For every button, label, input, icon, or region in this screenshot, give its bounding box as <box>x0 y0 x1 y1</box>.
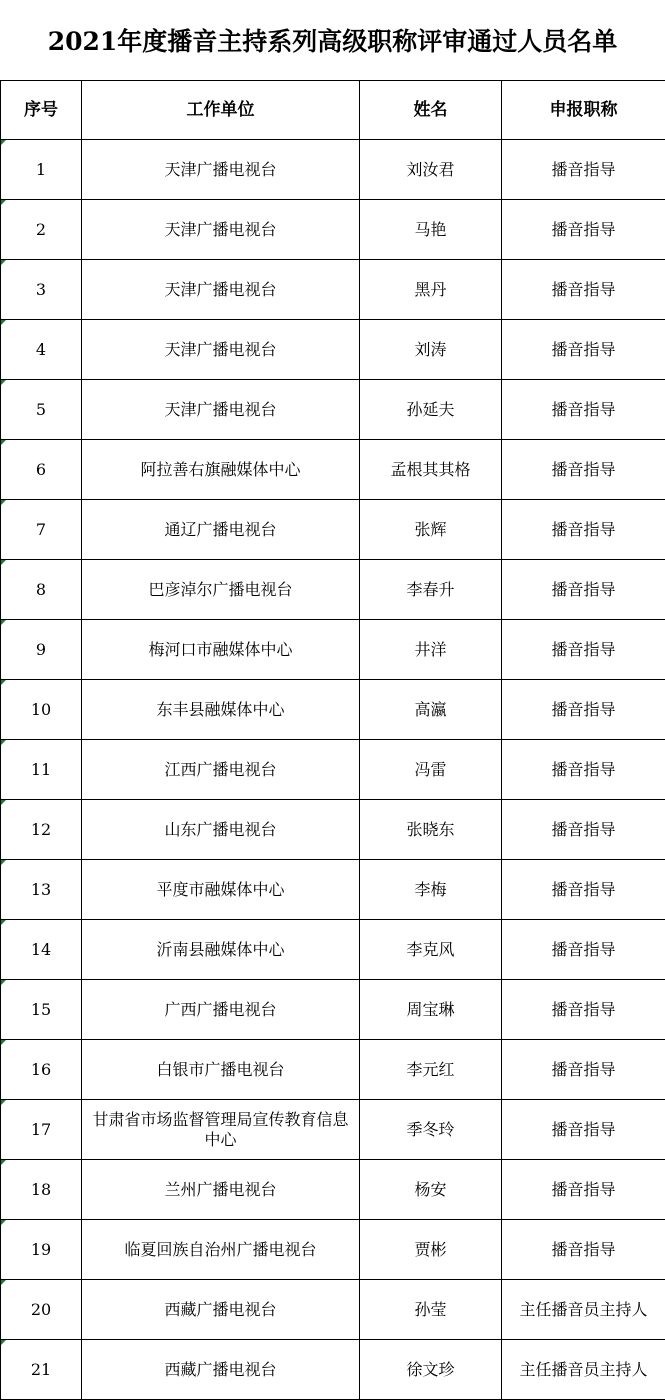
cell-name: 杨安 <box>360 1160 502 1220</box>
table-row <box>1 260 665 320</box>
table-row <box>1 860 665 920</box>
cell-name: 高瀛 <box>360 680 502 740</box>
cell-unit: 天津广播电视台 <box>82 380 360 440</box>
cell-name: 张辉 <box>360 500 502 560</box>
table-row <box>1 920 665 980</box>
cell-title: 主任播音员主持人 <box>502 1340 665 1400</box>
cell-unit: 东丰县融媒体中心 <box>82 680 360 740</box>
cell-name: 徐文珍 <box>360 1340 502 1400</box>
header-title: 申报职称 <box>502 81 665 140</box>
table-row <box>1 200 665 260</box>
cell-unit: 山东广播电视台 <box>82 800 360 860</box>
cell-name: 季冬玲 <box>360 1100 502 1160</box>
cell-title: 播音指导 <box>502 920 665 980</box>
table-row <box>1 980 665 1040</box>
cell-number: 7 <box>1 500 82 560</box>
cell-title: 播音指导 <box>502 620 665 680</box>
cell-number: 17 <box>1 1100 82 1160</box>
personnel-table <box>0 80 665 1400</box>
cell-unit: 平度市融媒体中心 <box>82 860 360 920</box>
cell-unit: 巴彦淖尔广播电视台 <box>82 560 360 620</box>
cell-name: 孙延夫 <box>360 380 502 440</box>
cell-number: 21 <box>1 1340 82 1400</box>
cell-number: 1 <box>1 140 82 200</box>
cell-number: 8 <box>1 560 82 620</box>
table-row <box>1 320 665 380</box>
cell-name: 马艳 <box>360 200 502 260</box>
table-row <box>1 680 665 740</box>
cell-name: 孟根其其格 <box>360 440 502 500</box>
cell-unit: 天津广播电视台 <box>82 260 360 320</box>
cell-number: 13 <box>1 860 82 920</box>
cell-number: 6 <box>1 440 82 500</box>
cell-name: 张晓东 <box>360 800 502 860</box>
cell-name: 刘汝君 <box>360 140 502 200</box>
table-row <box>1 500 665 560</box>
cell-number: 12 <box>1 800 82 860</box>
cell-unit: 沂南县融媒体中心 <box>82 920 360 980</box>
cell-name: 李元红 <box>360 1040 502 1100</box>
table-row <box>1 740 665 800</box>
cell-unit: 江西广播电视台 <box>82 740 360 800</box>
cell-unit: 甘肃省市场监督管理局宣传教育信息中心 <box>82 1100 360 1160</box>
cell-number: 10 <box>1 680 82 740</box>
cell-title: 播音指导 <box>502 320 665 380</box>
cell-name: 刘涛 <box>360 320 502 380</box>
cell-unit: 天津广播电视台 <box>82 140 360 200</box>
table-row <box>1 560 665 620</box>
table-row <box>1 140 665 200</box>
table-header-row <box>1 81 665 140</box>
header-unit: 工作单位 <box>82 81 360 140</box>
cell-unit: 兰州广播电视台 <box>82 1160 360 1220</box>
cell-number: 20 <box>1 1280 82 1340</box>
table-row <box>1 1040 665 1100</box>
cell-title: 播音指导 <box>502 380 665 440</box>
cell-title: 播音指导 <box>502 860 665 920</box>
cell-title: 主任播音员主持人 <box>502 1280 665 1340</box>
cell-name: 冯雷 <box>360 740 502 800</box>
cell-unit: 西藏广播电视台 <box>82 1280 360 1340</box>
cell-unit: 临夏回族自治州广播电视台 <box>82 1220 360 1280</box>
cell-title: 播音指导 <box>502 200 665 260</box>
cell-number: 2 <box>1 200 82 260</box>
table-row <box>1 800 665 860</box>
table-row <box>1 1160 665 1220</box>
header-number: 序号 <box>1 81 82 140</box>
cell-title: 播音指导 <box>502 500 665 560</box>
table-row <box>1 1220 665 1280</box>
cell-title: 播音指导 <box>502 980 665 1040</box>
cell-unit: 白银市广播电视台 <box>82 1040 360 1100</box>
cell-title: 播音指导 <box>502 740 665 800</box>
cell-number: 18 <box>1 1160 82 1220</box>
cell-title: 播音指导 <box>502 560 665 620</box>
table-row <box>1 1280 665 1340</box>
cell-title: 播音指导 <box>502 440 665 500</box>
cell-title: 播音指导 <box>502 1100 665 1160</box>
header-name: 姓名 <box>360 81 502 140</box>
cell-name: 贾彬 <box>360 1220 502 1280</box>
cell-number: 15 <box>1 980 82 1040</box>
cell-name: 李克风 <box>360 920 502 980</box>
table-row <box>1 1340 665 1400</box>
cell-number: 4 <box>1 320 82 380</box>
cell-title: 播音指导 <box>502 1040 665 1100</box>
cell-title: 播音指导 <box>502 1220 665 1280</box>
cell-unit: 天津广播电视台 <box>82 200 360 260</box>
cell-title: 播音指导 <box>502 800 665 860</box>
cell-number: 9 <box>1 620 82 680</box>
cell-number: 19 <box>1 1220 82 1280</box>
table-row <box>1 620 665 680</box>
cell-number: 16 <box>1 1040 82 1100</box>
cell-title: 播音指导 <box>502 260 665 320</box>
cell-number: 5 <box>1 380 82 440</box>
cell-unit: 梅河口市融媒体中心 <box>82 620 360 680</box>
document-title: 2021年度播音主持系列高级职称评审通过人员名单 <box>0 0 665 80</box>
cell-title: 播音指导 <box>502 680 665 740</box>
cell-unit: 通辽广播电视台 <box>82 500 360 560</box>
cell-unit: 天津广播电视台 <box>82 320 360 380</box>
cell-name: 黑丹 <box>360 260 502 320</box>
cell-unit: 西藏广播电视台 <box>82 1340 360 1400</box>
cell-title: 播音指导 <box>502 1160 665 1220</box>
cell-number: 14 <box>1 920 82 980</box>
cell-name: 孙莹 <box>360 1280 502 1340</box>
cell-name: 李春升 <box>360 560 502 620</box>
cell-number: 11 <box>1 740 82 800</box>
table-row <box>1 380 665 440</box>
table-row <box>1 1100 665 1160</box>
cell-title: 播音指导 <box>502 140 665 200</box>
cell-unit: 广西广播电视台 <box>82 980 360 1040</box>
cell-unit: 阿拉善右旗融媒体中心 <box>82 440 360 500</box>
table-row <box>1 440 665 500</box>
cell-name: 李梅 <box>360 860 502 920</box>
cell-name: 井洋 <box>360 620 502 680</box>
cell-number: 3 <box>1 260 82 320</box>
cell-name: 周宝琳 <box>360 980 502 1040</box>
